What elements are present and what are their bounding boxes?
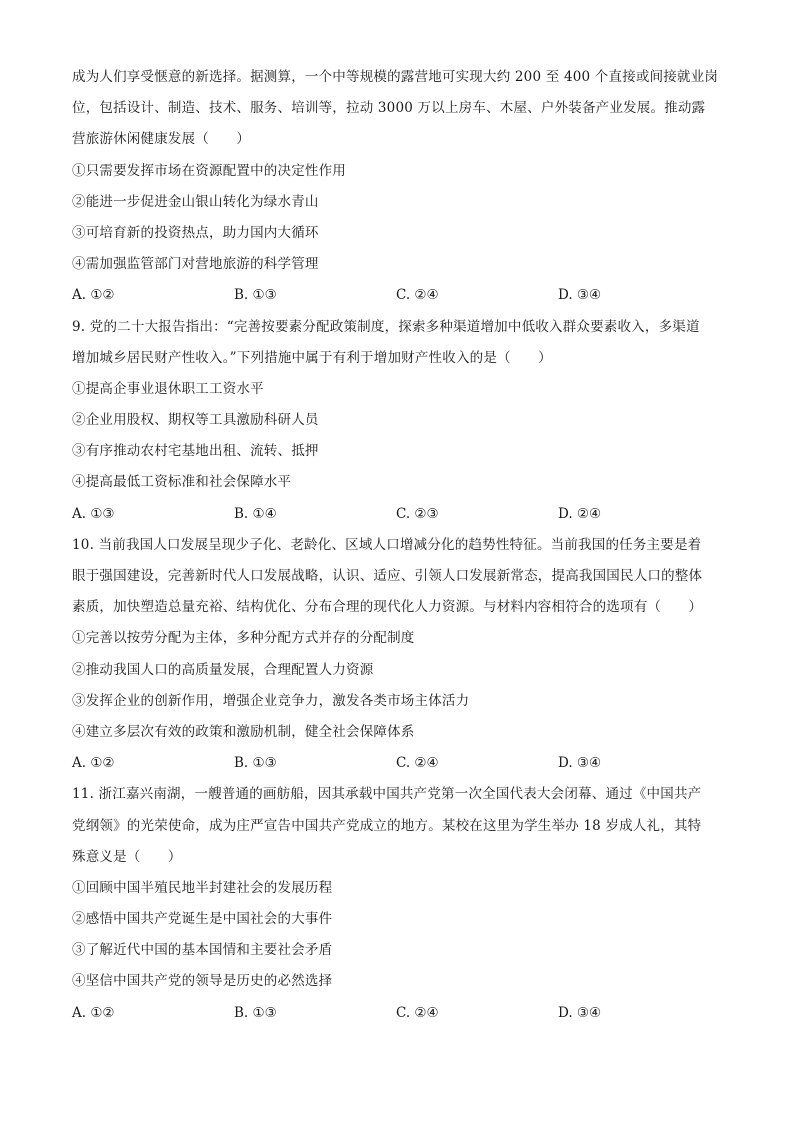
statement-4: ④需加强监管部门对营地旅游的科学管理 [72, 256, 319, 273]
question-stem-line: 11. 浙江嘉兴南湖，一艘普通的画舫船，因其承载中国共产党第一次全国代表大会闭幕、通过《中国共产 [72, 786, 702, 803]
option-d: D. ③④ [558, 287, 602, 304]
option-c: C. ②④ [396, 1004, 439, 1021]
question-stem-line: 9. 党的二十大报告指出：“完善按要素分配政策制度，探索多种渠道增加中低收入群众要素收入，多渠道 [72, 318, 700, 335]
answer-options [72, 280, 722, 311]
statement-2: ②企业用股权、期权等工具激励科研人员 [72, 412, 319, 429]
option-a: A. ①② [72, 1004, 115, 1021]
question-stem-line: 增加城乡居民财产性收入。”下列措施中属于有利于增加财产性收入的是（ ） [72, 349, 552, 366]
statement-4: ④坚信中国共产党的领导是历史的必然选择 [72, 973, 333, 990]
option-d: D. ③④ [558, 755, 602, 772]
document-page [72, 62, 722, 1029]
question-10 [72, 530, 722, 780]
option-c: C. ②④ [396, 287, 439, 304]
option-d: D. ③④ [558, 1004, 602, 1021]
option-b: B. ①④ [234, 505, 277, 522]
question-stem-line: 素质，加快塑造总量充裕、结构优化、分布合理的现代化人力资源。与材料内容相符合的选项有（ ） [72, 599, 703, 616]
question-stem-line: 殊意义是（ ） [72, 848, 182, 865]
statement-3: ③发挥企业的创新作用，增强企业竞争力，激发各类市场主体活力 [72, 692, 470, 709]
statement-4: ④建立多层次有效的政策和激励机制，健全社会保障体系 [72, 723, 415, 740]
option-c: C. ②③ [396, 505, 439, 522]
question-stem-line: 位，包括设计、制造、技术、服务、培训等，拉动 3000 万以上房车、木屋、户外装备产业发展。推动露 [72, 100, 706, 117]
option-b: B. ①③ [234, 287, 277, 304]
statement-2: ②推动我国人口的高质量发展，合理配置人力资源 [72, 661, 374, 678]
question-stem-line: 营旅游休闲健康发展（ ） [72, 131, 251, 148]
question-stem-line: 党纲领》的光荣使命，成为庄严宣告中国共产党成立的地方。某校在这里为学生举办 18 岁成人礼，其特 [72, 817, 702, 834]
question-stem-line: 眼于强国建设，完善新时代人口发展战略，认识、适应、引领人口发展新常态，提高我国国民人口的整体 [72, 568, 703, 584]
option-a: A. ①② [72, 755, 115, 772]
statement-3: ③有序推动农村宅基地出租、流转、抵押 [72, 443, 319, 460]
option-a: A. ①③ [72, 505, 115, 522]
question-11 [72, 779, 722, 1029]
statement-2: ②能进一步促进金山银山转化为绿水青山 [72, 193, 319, 210]
statement-1: ①只需要发挥市场在资源配置中的决定性作用 [72, 162, 346, 179]
answer-options [72, 748, 722, 779]
statement-3: ③可培育新的投资热点，助力国内大循环 [72, 224, 319, 241]
option-b: B. ①③ [234, 1004, 277, 1021]
option-c: C. ②④ [396, 755, 439, 772]
option-d: D. ②④ [558, 505, 602, 522]
statement-1: ①提高企事业退休职工工资水平 [72, 380, 264, 397]
statement-3: ③了解近代中国的基本国情和主要社会矛盾 [72, 942, 333, 959]
question-stem-line: 成为人们享受惬意的新选择。据测算，一个中等规模的露营地可实现大约 200 至 400 个直接或间接就业岗 [72, 69, 719, 85]
question-8 [72, 62, 722, 312]
option-b: B. ①③ [234, 755, 277, 772]
answer-options [72, 499, 722, 530]
answer-options [72, 998, 722, 1029]
statement-2: ②感悟中国共产党诞生是中国社会的大事件 [72, 911, 333, 928]
statement-4: ④提高最低工资标准和社会保障水平 [72, 474, 292, 491]
option-a: A. ①② [72, 287, 115, 304]
statement-1: ①回顾中国半殖民地半封建社会的发展历程 [72, 879, 333, 896]
statement-1: ①完善以按劳分配为主体，多种分配方式并存的分配制度 [72, 630, 415, 647]
question-9 [72, 312, 722, 530]
question-stem-line: 10. 当前我国人口发展呈现少子化、老龄化、区域人口增减分化的趋势性特征。当前我国的任务主要是着 [72, 536, 702, 553]
